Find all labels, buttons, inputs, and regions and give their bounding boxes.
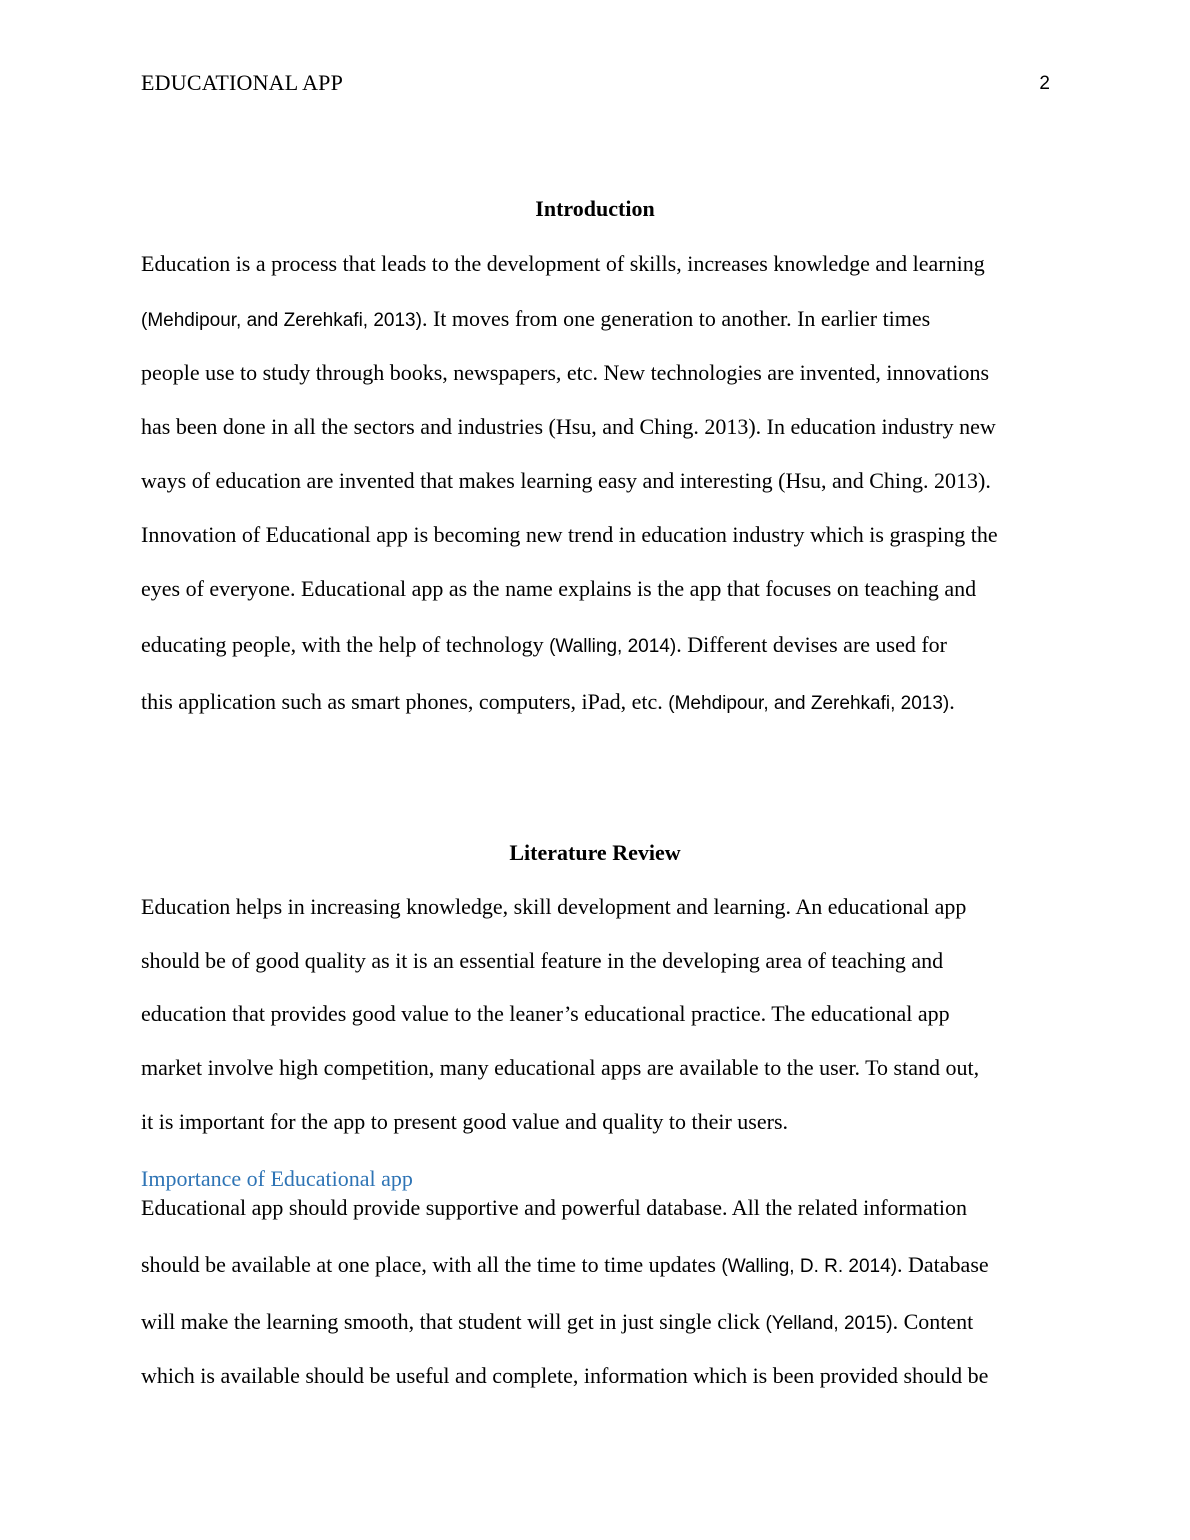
intro-line-1: Education is a process that leads to the development of skills, increases knowledge and learning — [141, 251, 985, 276]
lit-line-2: should be of good quality as it is an essential feature in the developing area of teaching and — [141, 948, 944, 973]
intro-line-9 — [141, 689, 955, 715]
imp-line-2-end: . Database — [897, 1252, 989, 1277]
imp-line-2 — [141, 1252, 989, 1278]
citation: (Walling, 2014) — [549, 636, 677, 657]
intro-line-2-text: . It moves from one generation to another. In earlier times — [421, 306, 931, 331]
intro-line-6: Innovation of Educational app is becoming new trend in education industry which is grasping the — [141, 522, 998, 547]
citation: (Mehdipour, and Zerehkafi, 2013) — [141, 310, 422, 331]
imp-line-1: Educational app should provide supportive and powerful database. All the related information — [141, 1195, 967, 1220]
running-head: EDUCATIONAL APP — [141, 70, 344, 95]
introduction-heading: Introduction — [535, 196, 655, 221]
intro-line-5: ways of education are invented that makes learning easy and interesting (Hsu, and Ching. 2013). — [141, 468, 991, 493]
citation: (Yelland, 2015) — [765, 1313, 893, 1334]
imp-line-4: which is available should be useful and complete, information which is been provided should be — [141, 1363, 989, 1388]
imp-line-3-end: . Content — [892, 1309, 974, 1334]
intro-line-2 — [141, 306, 930, 332]
lit-line-5: it is important for the app to present good value and quality to their users. — [141, 1109, 789, 1134]
imp-line-3-text: will make the learning smooth, that student will get in just single click — [141, 1309, 766, 1334]
imp-line-2-text: should be available at one place, with all the time to time updates — [141, 1252, 722, 1277]
citation: (Walling, D. R. 2014) — [721, 1256, 898, 1277]
intro-line-9-end: . — [949, 689, 955, 714]
literature-review-heading: Literature Review — [509, 840, 681, 865]
imp-line-3 — [141, 1309, 973, 1335]
intro-line-8-text: educating people, with the help of technology — [141, 632, 550, 657]
intro-line-4: has been done in all the sectors and industries (Hsu, and Ching. 2013). In education industry new — [141, 414, 996, 439]
intro-line-8 — [141, 632, 947, 658]
importance-subheading: Importance of Educational app — [141, 1166, 413, 1191]
intro-line-8-end: . Different devises are used for — [676, 632, 948, 657]
intro-line-9-text: this application such as smart phones, computers, iPad, etc. — [141, 689, 669, 714]
lit-line-3: education that provides good value to the leaner’s educational practice. The educational app — [141, 1001, 950, 1026]
intro-line-7: eyes of everyone. Educational app as the name explains is the app that focuses on teaching and — [141, 576, 977, 601]
lit-line-1: Education helps in increasing knowledge, skill development and learning. An educational app — [141, 894, 967, 919]
page-number: 2 — [1039, 73, 1050, 94]
intro-line-3: people use to study through books, newspapers, etc. New technologies are invented, innovations — [141, 360, 990, 385]
lit-line-4: market involve high competition, many educational apps are available to the user. To stand out, — [141, 1055, 980, 1080]
citation: (Mehdipour, and Zerehkafi, 2013) — [668, 693, 950, 714]
